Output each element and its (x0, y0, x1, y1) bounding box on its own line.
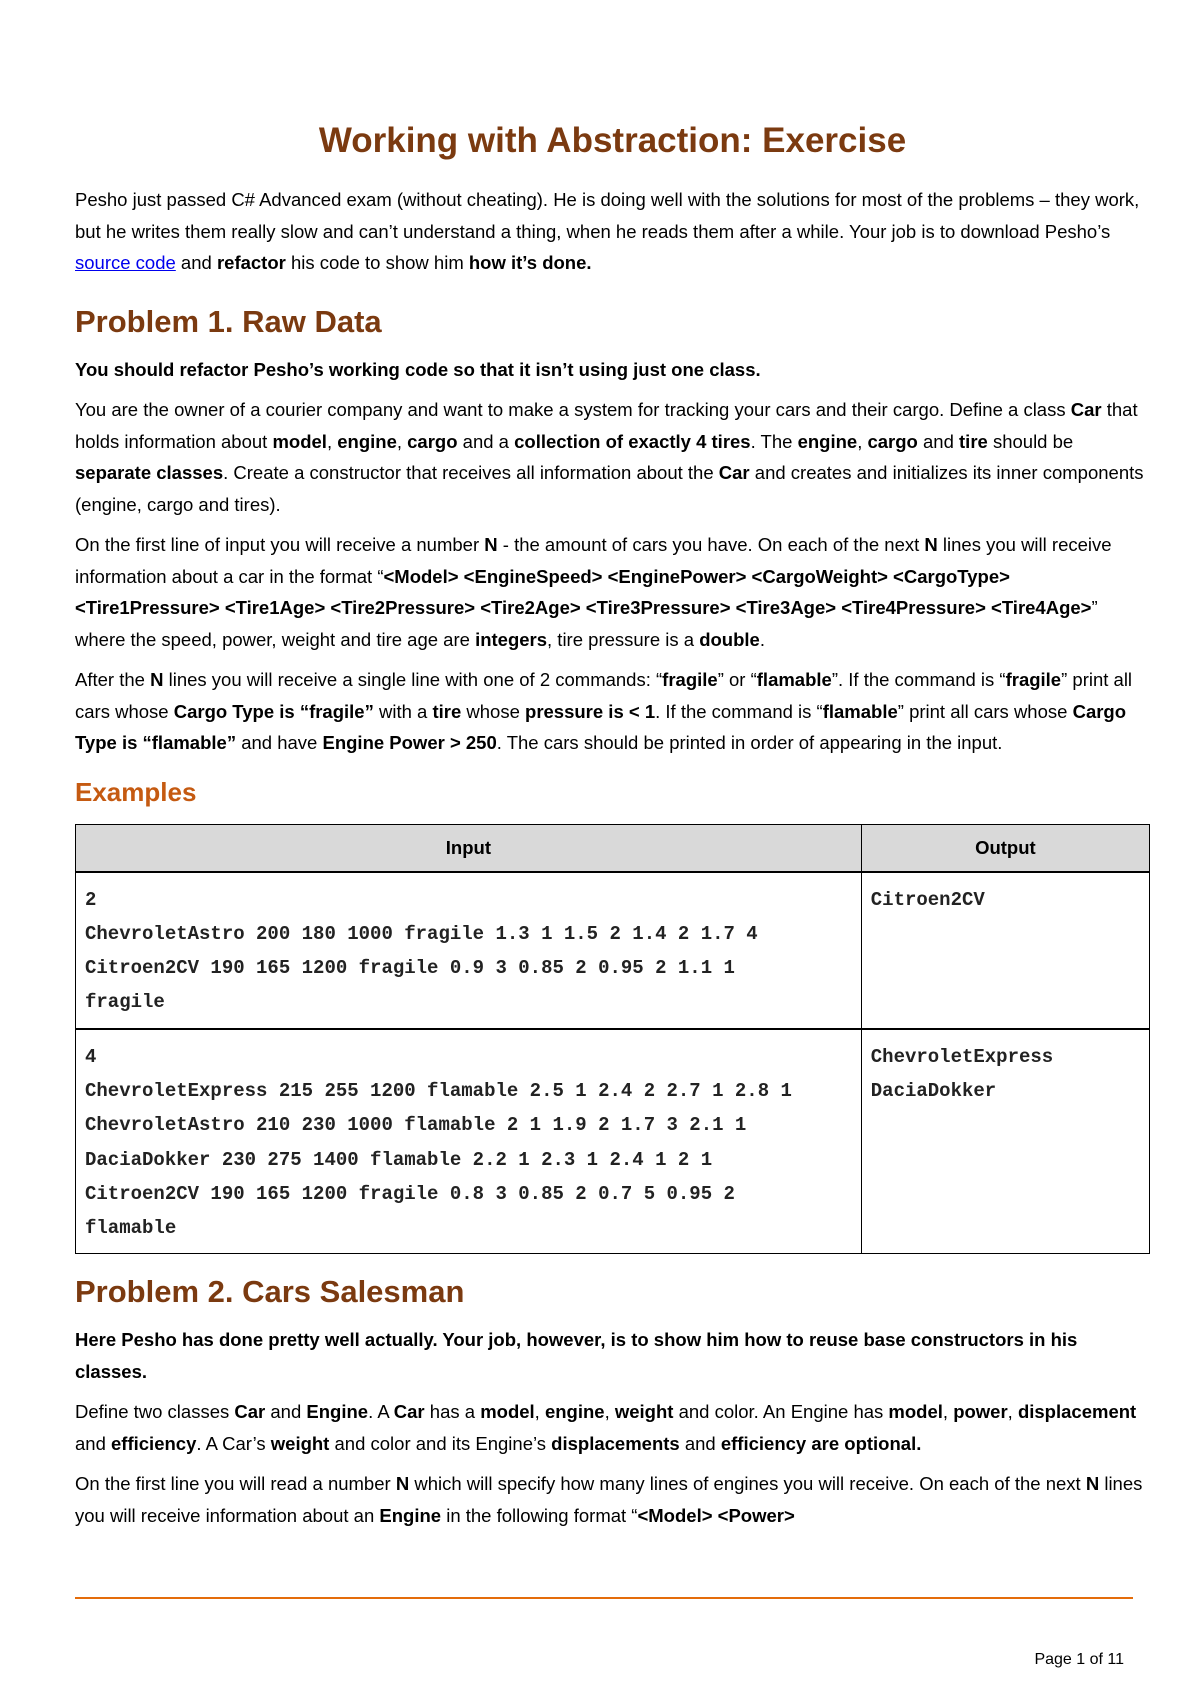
text-run: , (604, 1401, 615, 1423)
bold-run: model (272, 430, 327, 452)
bold-run: pressure is < 1 (525, 700, 656, 722)
text-run: , (857, 430, 868, 452)
bold-run: N (924, 534, 938, 555)
text-run: and (917, 430, 960, 452)
text-run: and a (457, 430, 515, 452)
bold-run: Cargo Type is “fragile” (173, 700, 374, 722)
problem2-heading: Problem 2. Cars Salesman (75, 1274, 465, 1310)
problem2-paragraph-2 (75, 1468, 1150, 1531)
bold-run: flamable (756, 669, 832, 690)
text-run: . A Car’s (196, 1432, 271, 1454)
text-run: ” print all cars whose (897, 700, 1073, 722)
text-run: . A (368, 1401, 394, 1423)
input-format: <Model> <EngineSpeed> <EnginePower> <CargoWeight> <CargoType> <Tire1Pressure> <Tire1Age> <Tire2Pressure> <Tire2Age> <Tire3Pressure> <Tire3Age> <Tire4Pressure> <Tire4Age> (75, 565, 1092, 618)
bold-run: are optional. (811, 1432, 922, 1454)
bold-run: fragile (1005, 669, 1062, 690)
bold-run: power (953, 1401, 1008, 1423)
table-header-output: Output (861, 824, 1149, 872)
intro-text: his code to show him (285, 252, 469, 273)
problem2-lead (75, 1324, 1150, 1387)
example-output-cell: Citroen2CV (861, 872, 1149, 1029)
bold-run: Engine Power > 250 (322, 732, 497, 753)
text-run: , (534, 1401, 545, 1423)
text-run: should be (987, 430, 1074, 452)
bold-run: N (150, 669, 164, 690)
intro-bold: refactor (216, 252, 286, 273)
table-row (76, 1029, 1150, 1254)
bold-run: displacements (551, 1432, 680, 1454)
bold-run: displacement (1017, 1401, 1137, 1423)
bold-run: Car (234, 1401, 266, 1423)
problem1-paragraph-3 (75, 664, 1150, 759)
problem1-paragraph-2 (75, 529, 1150, 655)
text-run: and (75, 1432, 112, 1454)
example-input-cell: 4 ChevroletExpress 215 255 1200 flamable 2.5 1 2.4 2 2.7 1 2.8 1 ChevroletAstro 210 230 1000 flamable 2 1 1.9 2 1.7 3 2.1 1 DaciaDokker 230 275 1400 flamable 2.2 1 2.3 1 2.4 1 2 1 Citroen2CV 190 165 1200 fragile 0.8 3 0.85 2 0.7 5 0.95 2 flamable (76, 1029, 862, 1254)
text-run: ” print all cars whose (75, 669, 1133, 722)
text-run: lines you will receive information about a car in the format “ (75, 534, 1112, 587)
bold-run: fragile (662, 669, 718, 690)
bold-run: Engine (379, 1504, 442, 1526)
bold-run: cargo (867, 430, 918, 452)
table-row (76, 872, 1150, 1029)
text-run: and creates and initializes its inner components (engine, cargo and tires). (75, 462, 1144, 515)
text-run: You are the owner of a courier company and want to make a system for tracking your cars and their cargo. Define a class (75, 399, 1071, 420)
problem2-lead-text: Here Pesho has done pretty well actually. Your job, however, is to show him how to reuse base constructors in his classes. (75, 1329, 1078, 1382)
bold-run: Engine (306, 1401, 369, 1423)
problem1-heading: Problem 1. Raw Data (75, 303, 382, 339)
bold-run: Car (393, 1401, 425, 1423)
document-page (75, 0, 1150, 1531)
text-run: lines you will receive a single line with one of 2 commands: “ (163, 669, 663, 690)
text-run: ” where the speed, power, weight and tire age are (75, 597, 1098, 650)
bold-run: engine (797, 430, 858, 452)
intro-bold: how it’s done. (468, 252, 592, 273)
text-run: whose (461, 700, 526, 722)
bold-run: model (888, 1401, 943, 1423)
table-header-input: Input (76, 824, 862, 872)
bold-run: engine (337, 430, 397, 452)
bold-run: flamable (822, 700, 898, 722)
bold-run: separate classes (75, 462, 224, 483)
text-run: Define two classes (75, 1401, 235, 1423)
examples-table (75, 824, 1150, 1255)
text-run: . Create a constructor that receives all information about the (223, 462, 719, 483)
text-run: in the following format “ (441, 1504, 638, 1526)
text-run: After the (75, 669, 151, 690)
text-run: . (759, 628, 765, 650)
text-run: and (679, 1432, 721, 1454)
bold-run: double (699, 628, 760, 650)
text-run: has a (424, 1401, 481, 1423)
text-run: , (1007, 1401, 1018, 1423)
intro-text: and (175, 252, 217, 273)
bold-run: <Model> <Power> (637, 1504, 795, 1526)
text-run: On the first line you will read a number (75, 1473, 396, 1495)
page-number: Page 1 of 11 (1034, 1651, 1124, 1668)
text-run: and have (236, 732, 323, 753)
text-run: lines you will receive information about an (75, 1473, 1143, 1526)
text-run: and color and its Engine’s (329, 1432, 552, 1454)
text-run: ” or “ (717, 669, 757, 690)
bold-run: model (480, 1401, 535, 1423)
bold-run: weight (270, 1432, 330, 1454)
source-code-link[interactable]: source code (75, 252, 176, 273)
problem2-paragraph-1 (75, 1396, 1150, 1459)
text-run: ”. If the command is “ (831, 669, 1006, 690)
text-run: , tire pressure is a (547, 628, 700, 650)
text-run: , (942, 1401, 954, 1423)
text-run: , (396, 430, 408, 452)
problem1-lead (75, 354, 1150, 386)
bold-run: N (395, 1473, 410, 1495)
text-run: On the first line of input you will receive a number (75, 534, 485, 555)
bold-run: N (1085, 1473, 1100, 1495)
bold-run: efficiency (111, 1432, 197, 1454)
bold-run: cargo (407, 430, 458, 452)
problem1-lead-text: You should refactor Pesho’s working code so that it isn’t using just one class. (75, 358, 761, 380)
bold-run: N (484, 534, 498, 555)
text-run: with a (373, 700, 433, 722)
bold-run: tire (432, 700, 462, 722)
bold-run: weight (614, 1401, 674, 1423)
bold-run: collection of exactly 4 tires (514, 430, 751, 452)
example-output-cell: ChevroletExpress DaciaDokker (861, 1029, 1149, 1254)
document-title: Working with Abstraction: Exercise (318, 121, 907, 160)
text-run: . The cars should be printed in order of appearing in the input. (496, 732, 1003, 753)
text-run: - the amount of cars you have. On each of the next (497, 534, 925, 555)
text-run: , (326, 430, 338, 452)
text-run: and color. An Engine has (673, 1401, 889, 1423)
bold-run: tire (959, 430, 988, 452)
bold-run: efficiency (720, 1432, 807, 1454)
text-run: that holds information about (75, 399, 1138, 452)
footer-divider (75, 1597, 1133, 1599)
text-run: and (265, 1401, 307, 1423)
text-run: . The (750, 430, 798, 452)
problem1-paragraph-1 (75, 394, 1150, 520)
table-header-row (76, 824, 1150, 872)
text-run: . If the command is “ (655, 700, 823, 722)
text-run: which will specify how many lines of engines you will receive. On each of the next (409, 1473, 1086, 1495)
bold-run: integers (475, 628, 548, 650)
bold-run: Car (718, 462, 750, 483)
intro-paragraph (75, 184, 1150, 279)
example-input-cell: 2 ChevroletAstro 200 180 1000 fragile 1.3 1 1.5 2 1.4 2 1.7 4 Citroen2CV 190 165 1200 fragile 0.9 3 0.85 2 0.95 2 1.1 1 fragile (76, 872, 862, 1029)
intro-text: Pesho just passed C# Advanced exam (without cheating). He is doing well with the solutions for most of the problems – they work, but he writes them really slow and can’t understand a thing, when he reads them after a while. Your job is to download Pesho’s (75, 189, 1140, 242)
examples-heading: Examples (75, 776, 197, 807)
bold-run: Car (1070, 399, 1102, 420)
bold-run: Cargo Type is “flamable” (75, 700, 1127, 753)
bold-run: engine (544, 1401, 605, 1423)
